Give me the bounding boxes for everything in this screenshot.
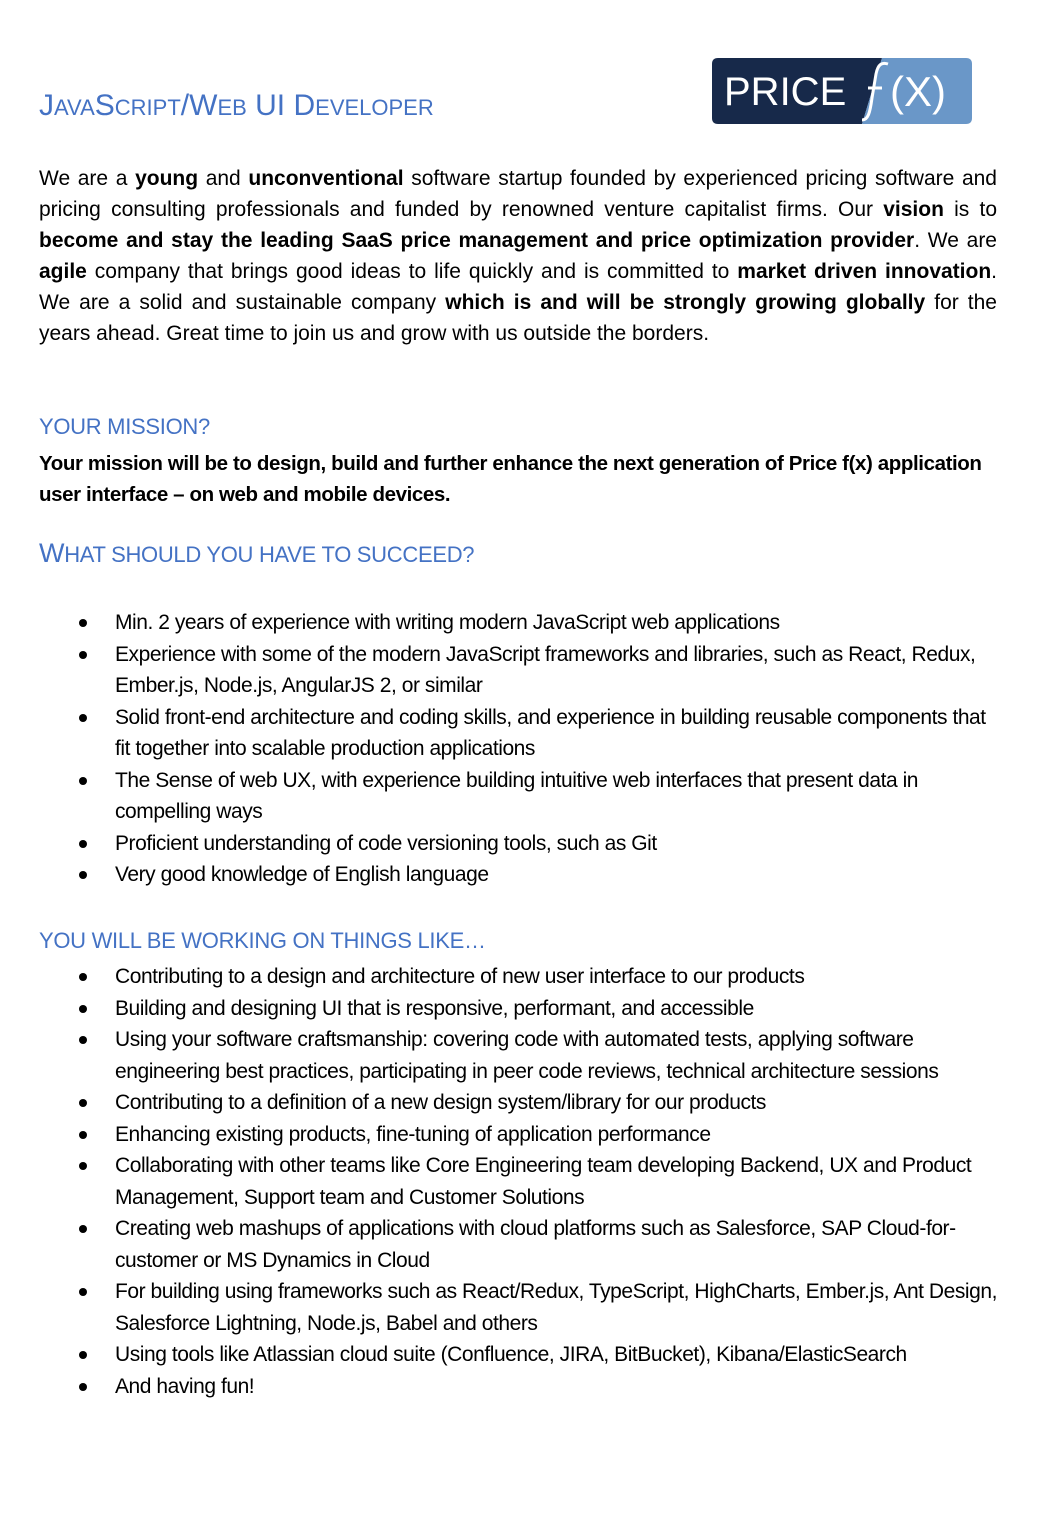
mission-heading: YOUR MISSION? xyxy=(39,414,210,439)
title-part: /W xyxy=(180,89,218,122)
bullet-icon xyxy=(79,1383,87,1391)
heading-rest: HAT SHOULD YOU HAVE TO SUCCEED? xyxy=(64,542,475,567)
list-item xyxy=(39,639,999,702)
list-item xyxy=(39,1150,999,1213)
intro-text: We are a xyxy=(39,167,136,190)
bullet-icon xyxy=(79,1036,87,1044)
logo-arg: (X) xyxy=(890,68,946,115)
list-item-text: Enhancing existing products, fine-tuning of application performance xyxy=(115,1122,711,1146)
list-item xyxy=(39,1087,999,1119)
list-item-text: Very good knowledge of English language xyxy=(115,863,489,886)
bullet-icon xyxy=(79,1225,87,1233)
list-item xyxy=(39,1276,999,1339)
list-item-text: The Sense of web UX, with experience building intuitive web interfaces that present data in compelling ways xyxy=(115,768,919,823)
list-item xyxy=(39,1213,999,1276)
title-part: EB xyxy=(217,95,247,120)
title-part: CRIPT xyxy=(114,95,181,120)
bullet-icon xyxy=(79,1099,87,1107)
intro-text: and xyxy=(198,167,249,190)
bullet-icon xyxy=(79,1162,87,1170)
title-part: AVA xyxy=(54,95,95,120)
intro-bold: agile xyxy=(39,260,87,283)
intro-bold: vision xyxy=(883,198,944,221)
intro-bold: which is and will be strongly growing globally xyxy=(445,291,926,314)
list-item xyxy=(39,1339,999,1371)
requirements-heading xyxy=(39,538,474,570)
list-item-text: Solid front-end architecture and coding skills, and experience in building reusable components that fit together into scalable production applications xyxy=(115,705,986,760)
work-list xyxy=(39,961,999,1402)
list-item-text: Creating web mashups of applications with cloud platforms such as Salesforce, SAP Cloud-for-customer or MS Dynamics in Cloud xyxy=(115,1217,956,1272)
bullet-icon xyxy=(79,1288,87,1296)
title-part: UI D xyxy=(246,89,316,122)
list-item-text: Min. 2 years of experience with writing modern JavaScript web applications xyxy=(115,611,780,634)
work-heading: YOU WILL BE WORKING ON THINGS LIKE… xyxy=(39,928,486,953)
list-item-text: Collaborating with other teams like Core Engineering team developing Backend, UX and Product Management, Support team and Customer Solutions xyxy=(115,1154,972,1209)
bullet-icon xyxy=(79,1131,87,1139)
intro-paragraph xyxy=(39,163,997,349)
list-item-text: Building and designing UI that is responsive, performant, and accessible xyxy=(115,996,754,1020)
pricefx-logo xyxy=(712,58,972,124)
bullet-icon xyxy=(79,840,87,848)
list-item xyxy=(39,1119,999,1151)
title-part: EVELOPER xyxy=(315,95,434,120)
list-item-text: And having fun! xyxy=(115,1374,255,1398)
list-item xyxy=(39,702,999,765)
intro-text: company that brings good ideas to life quickly and is committed to xyxy=(86,260,738,283)
list-item xyxy=(39,607,999,639)
list-item-text: Proficient understanding of code versioning tools, such as Git xyxy=(115,831,657,855)
bullet-icon xyxy=(79,651,87,659)
list-item xyxy=(39,961,999,993)
list-item-text: For building using frameworks such as React/Redux, TypeScript, HighCharts, Ember.js, Ant Design, Salesforce Lightning, Node.js, Babel and others xyxy=(115,1280,997,1335)
list-item xyxy=(39,828,999,860)
requirements-list xyxy=(39,607,999,891)
intro-bold: young xyxy=(135,167,199,190)
intro-text: for the years ahead. Great time to join us and grow with us outside the borders. xyxy=(39,291,997,345)
mission-text: Your mission will be to design, build and further enhance the next generation of Price f(x) application user interface – on web and mobile devices. xyxy=(39,452,982,506)
page-title xyxy=(39,86,434,128)
list-item-text: Using tools like Atlassian cloud suite (Confluence, JIRA, BitBucket), Kibana/ElasticSearch xyxy=(115,1343,907,1366)
list-item-text: Contributing to a definition of a new design system/library for our products xyxy=(115,1091,766,1114)
logo-word: PRICE xyxy=(724,70,847,114)
intro-bold: become and stay the leading SaaS price management and price optimization provider xyxy=(39,229,915,252)
list-item xyxy=(39,993,999,1025)
list-item-text: Experience with some of the modern JavaScript frameworks and libraries, such as React, Redux, Ember.js, Node.js, AngularJS 2, or similar xyxy=(115,642,976,697)
intro-text: is to xyxy=(943,198,998,221)
bullet-icon xyxy=(79,619,87,627)
title-part: S xyxy=(94,89,115,122)
intro-text: . We are xyxy=(914,229,997,252)
bullet-icon xyxy=(79,1351,87,1359)
list-item xyxy=(39,1024,999,1087)
bullet-icon xyxy=(79,973,87,981)
list-item-text: Using your software craftsmanship: covering code with automated tests, applying software engineering best practices, participating in peer code reviews, technical architecture sessions xyxy=(115,1028,939,1083)
bullet-icon xyxy=(79,777,87,785)
list-item xyxy=(39,765,999,828)
intro-text: . We are a solid and sustainable company xyxy=(39,260,997,314)
list-item xyxy=(39,859,999,891)
bullet-icon xyxy=(79,714,87,722)
list-item-text: Contributing to a design and architecture of new user interface to our products xyxy=(115,965,805,988)
intro-bold: market driven innovation xyxy=(737,260,992,283)
bullet-icon xyxy=(79,1005,87,1013)
intro-bold: unconventional xyxy=(248,167,404,190)
heading-initial: W xyxy=(39,538,65,568)
list-item xyxy=(39,1371,999,1403)
intro-text: software startup founded by experienced pricing software and pricing consulting professionals and funded by renowned venture capitalist firms. Our xyxy=(39,167,997,221)
title-part: J xyxy=(39,89,54,122)
bullet-icon xyxy=(79,871,87,879)
